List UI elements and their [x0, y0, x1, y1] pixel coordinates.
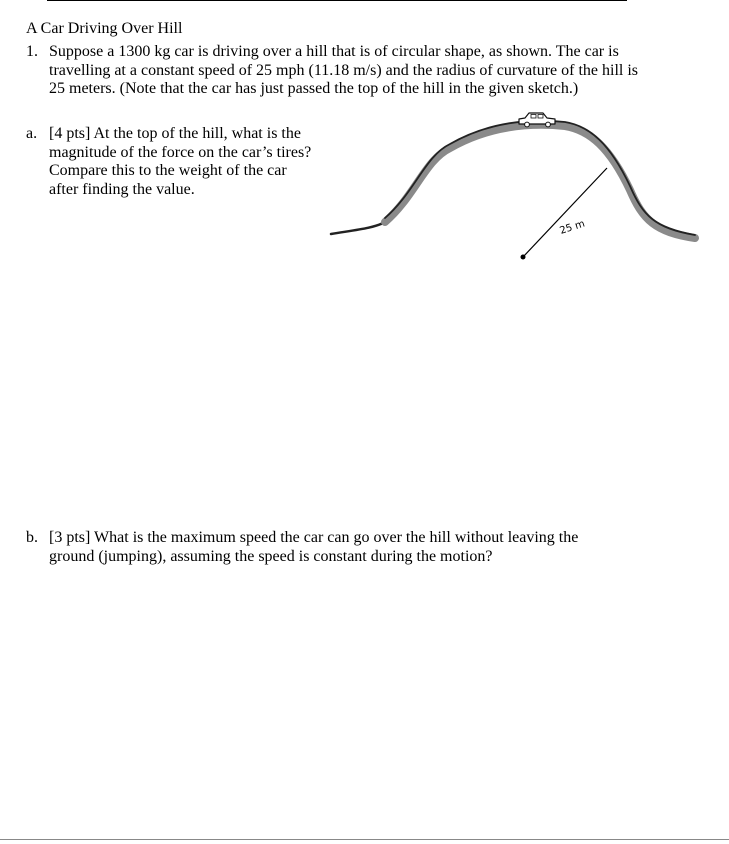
hill-sketch	[325, 100, 705, 270]
hill-band	[385, 125, 695, 238]
bottom-rule	[0, 839, 729, 840]
part-a	[26, 125, 326, 205]
part-b	[26, 529, 626, 569]
page-title: A Car Driving Over Hill	[26, 20, 183, 37]
part-a-text: [4 pts] At the top of the hill, what is the magnitude of the force on the car’s tires? Compare this to the weight of the car after finding the value.	[49, 125, 312, 198]
part-b-text: [3 pts] What is the maximum speed the car can go over the hill without leaving the ground (jumping), assuming the speed is constant during the motion?	[49, 529, 579, 565]
part-a-label: a.	[26, 125, 38, 142]
radius-center-dot	[521, 255, 526, 260]
radius-line	[523, 168, 607, 257]
problem-1	[26, 43, 639, 103]
top-rule	[47, 0, 627, 1]
problem-number: 1.	[26, 43, 38, 60]
part-b-label: b.	[26, 529, 38, 546]
radius-label: 25 m	[558, 218, 587, 237]
hill-ground-left	[331, 222, 385, 234]
problem-text: Suppose a 1300 kg car is driving over a hill that is of circular shape, as shown. The car is travelling at a constant speed of 25 mph (11.18 m/s) and the radius of curvature of the hill is 25 meters. (Note that the car has just passed the top of the hill in the given sketch.)	[49, 43, 639, 97]
